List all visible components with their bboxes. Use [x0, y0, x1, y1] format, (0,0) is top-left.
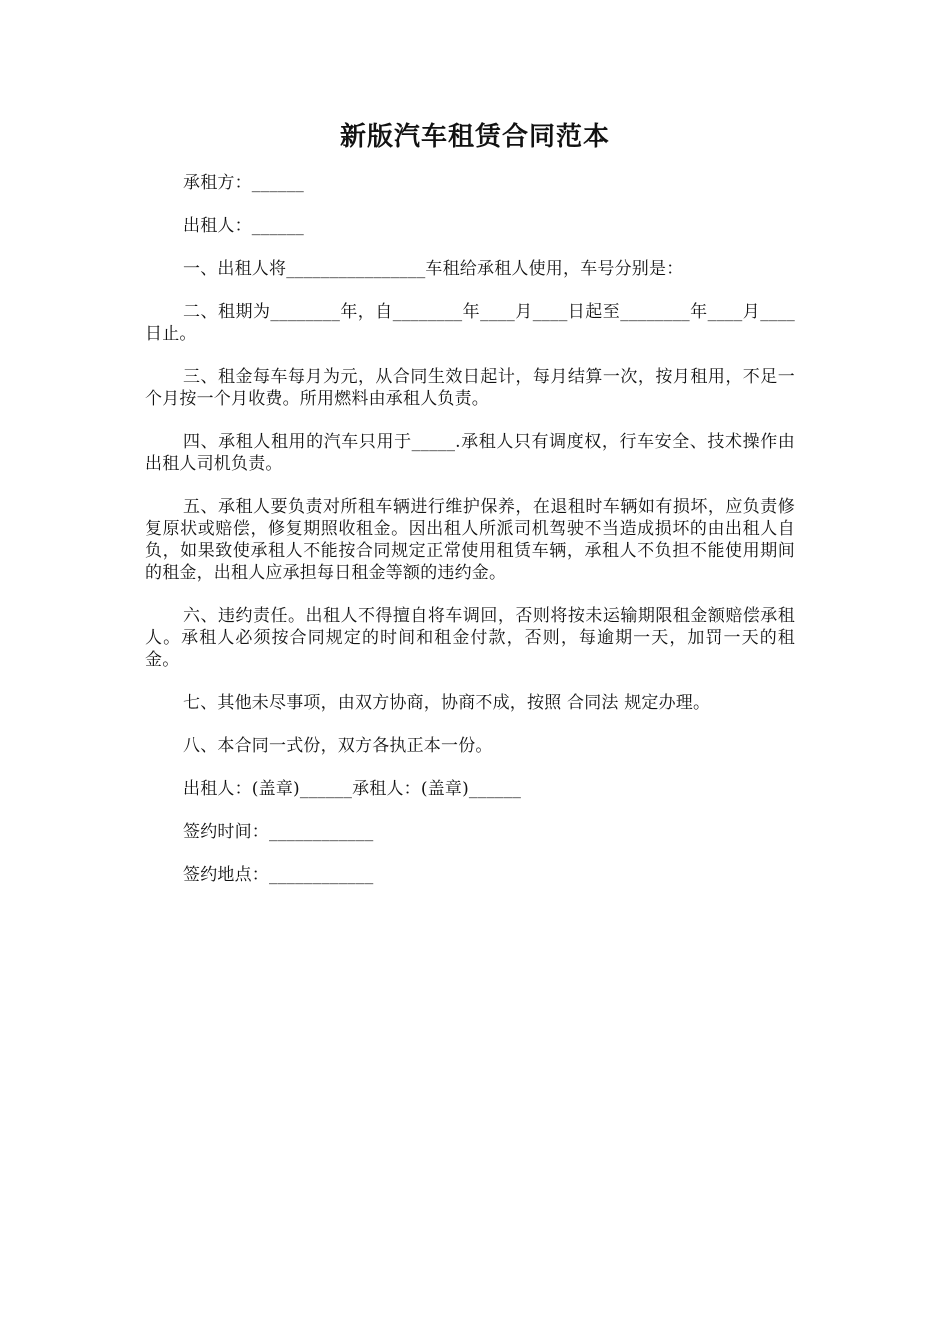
signing-date-line: 签约时间：____________	[183, 822, 374, 842]
clause-4: 四、承租人租用的汽车只用于_____.承租人只有调度权，行车安全、技术操作由出租人司机负责。	[145, 432, 795, 474]
signing-place-line: 签约地点：____________	[183, 865, 374, 885]
lessor-line: 出租人：______	[183, 216, 304, 236]
clause-7: 七、其他未尽事项，由双方协商，协商不成，按照 合同法 规定办理。	[183, 693, 711, 713]
clause-2: 二、租期为________年，自________年____月____日起至________年____月____日止。	[145, 302, 795, 344]
document-body	[145, 172, 795, 907]
signature-line: 出租人：(盖章)______承租人：(盖章)______	[183, 779, 522, 799]
clause-8: 八、本合同一式份，双方各执正本一份。	[183, 736, 493, 756]
clause-1: 一、出租人将________________车租给承租人使用，车号分别是：	[183, 259, 684, 279]
clause-5: 五、承租人要负责对所租车辆进行维护保养，在退租时车辆如有损坏，应负责修复原状或赔偿，修复期照收租金。因出租人所派司机驾驶不当造成损坏的由出租人自负，如果致使承租人不能按合同规定正常使用租赁车辆，承租人不负担不能使用期间的租金，出租人应承担每日租金等额的违约金。	[145, 497, 795, 583]
lessee-line: 承租方：______	[183, 173, 304, 193]
clause-3: 三、租金每车每月为元，从合同生效日起计，每月结算一次，按月租用，不足一个月按一个月收费。所用燃料由承租人负责。	[145, 367, 795, 409]
clause-6: 六、违约责任。出租人不得擅自将车调回，否则将按未运输期限租金额赔偿承租人。承租人必须按合同规定的时间和租金付款，否则，每逾期一天，加罚一天的租金。	[145, 606, 795, 670]
document-title: 新版汽车租赁合同范本	[339, 122, 610, 152]
